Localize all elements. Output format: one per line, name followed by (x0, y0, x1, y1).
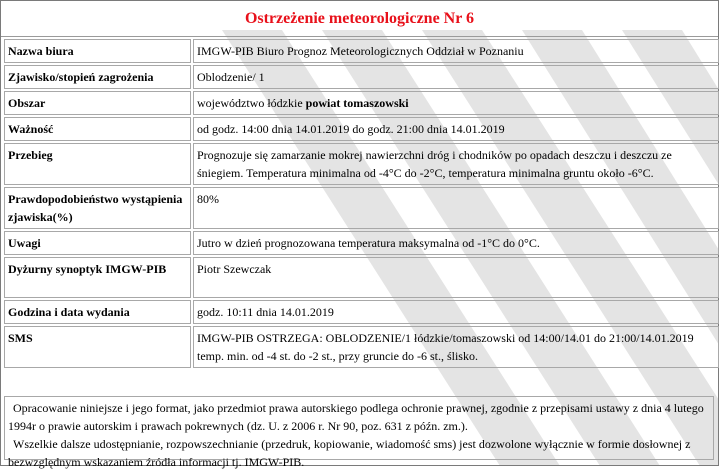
area-region: województwo łódzkie (197, 96, 306, 110)
warning-table (2, 37, 719, 370)
label-issued: Godzina i data wydania (4, 300, 191, 324)
label-course: Przebieg (4, 143, 191, 185)
row-remarks (4, 231, 719, 255)
label-validity: Ważność (4, 117, 191, 141)
value-issued: godz. 10:11 dnia 14.01.2019 (193, 300, 719, 324)
row-area (4, 91, 719, 115)
row-office (4, 39, 719, 63)
value-forecaster: Piotr Szewczak (193, 257, 719, 298)
label-forecaster: Dyżurny synoptyk IMGW-PIB (4, 257, 191, 298)
label-area: Obszar (4, 91, 191, 115)
row-forecaster (4, 257, 719, 298)
area-county: powiat tomaszowski (305, 96, 409, 110)
row-phenomenon (4, 65, 719, 89)
value-phenomenon: Oblodzenie/ 1 (193, 65, 719, 89)
copyright-paragraph: Opracowanie niniejsze i jego format, jako przedmiot prawa autorskiego podlega ochronie prawnej, zgodnie z przepisami ustawy z dnia 4 lutego 1994r o prawie autorskim i prawach pokrewnych (dz. U. z 2006 r. Nr 90, poz. 631 z późn. zm.). (8, 401, 704, 433)
distribution-paragraph: Wszelkie dalsze udostępnianie, rozpowszechnianie (przedruk, kopiowanie, wiadomość sms) jest dozwolone wyłącznie w formie dosłownej z bezwzględnym wskazaniem źródła informacji tj. IMGW-PIB. (8, 437, 691, 469)
label-remarks: Uwagi (4, 231, 191, 255)
label-probability: Prawdopodobieństwo wystąpienia zjawiska(%) (4, 187, 191, 229)
label-phenomenon: Zjawisko/stopień zagrożenia (4, 65, 191, 89)
value-remarks: Jutro w dzień prognozowana temperatura maksymalna od -1°C do 0°C. (193, 231, 719, 255)
value-course: Prognozuje się zamarzanie mokrej nawierzchni dróg i chodników po opadach deszczu i deszczu ze śniegiem. Temperatura minimalna od -4°C do -2°C, temperatura minimalna gruntu około -6°C. (193, 143, 719, 185)
value-sms: IMGW-PIB OSTRZEGA: OBLODZENIE/1 łódzkie/tomaszowski od 14:00/14.01 do 21:00/14.01.2019 temp. min. od -4 st. do -2 st., przy gruncie do -6 st., ślisko. (193, 326, 719, 368)
row-issued (4, 300, 719, 324)
value-office: IMGW-PIB Biuro Prognoz Meteorologicznych Oddział w Poznaniu (193, 39, 719, 63)
warning-title: Ostrzeżenie meteorologiczne Nr 6 (1, 1, 718, 37)
label-office: Nazwa biura (4, 39, 191, 63)
value-validity: od godz. 14:00 dnia 14.01.2019 do godz. 21:00 dnia 14.01.2019 (193, 117, 719, 141)
copyright-notice (4, 396, 714, 469)
row-validity (4, 117, 719, 141)
row-sms (4, 326, 719, 368)
value-area (193, 91, 719, 115)
row-probability (4, 187, 719, 229)
label-sms: SMS (4, 326, 191, 368)
value-probability: 80% (193, 187, 719, 229)
row-course (4, 143, 719, 185)
